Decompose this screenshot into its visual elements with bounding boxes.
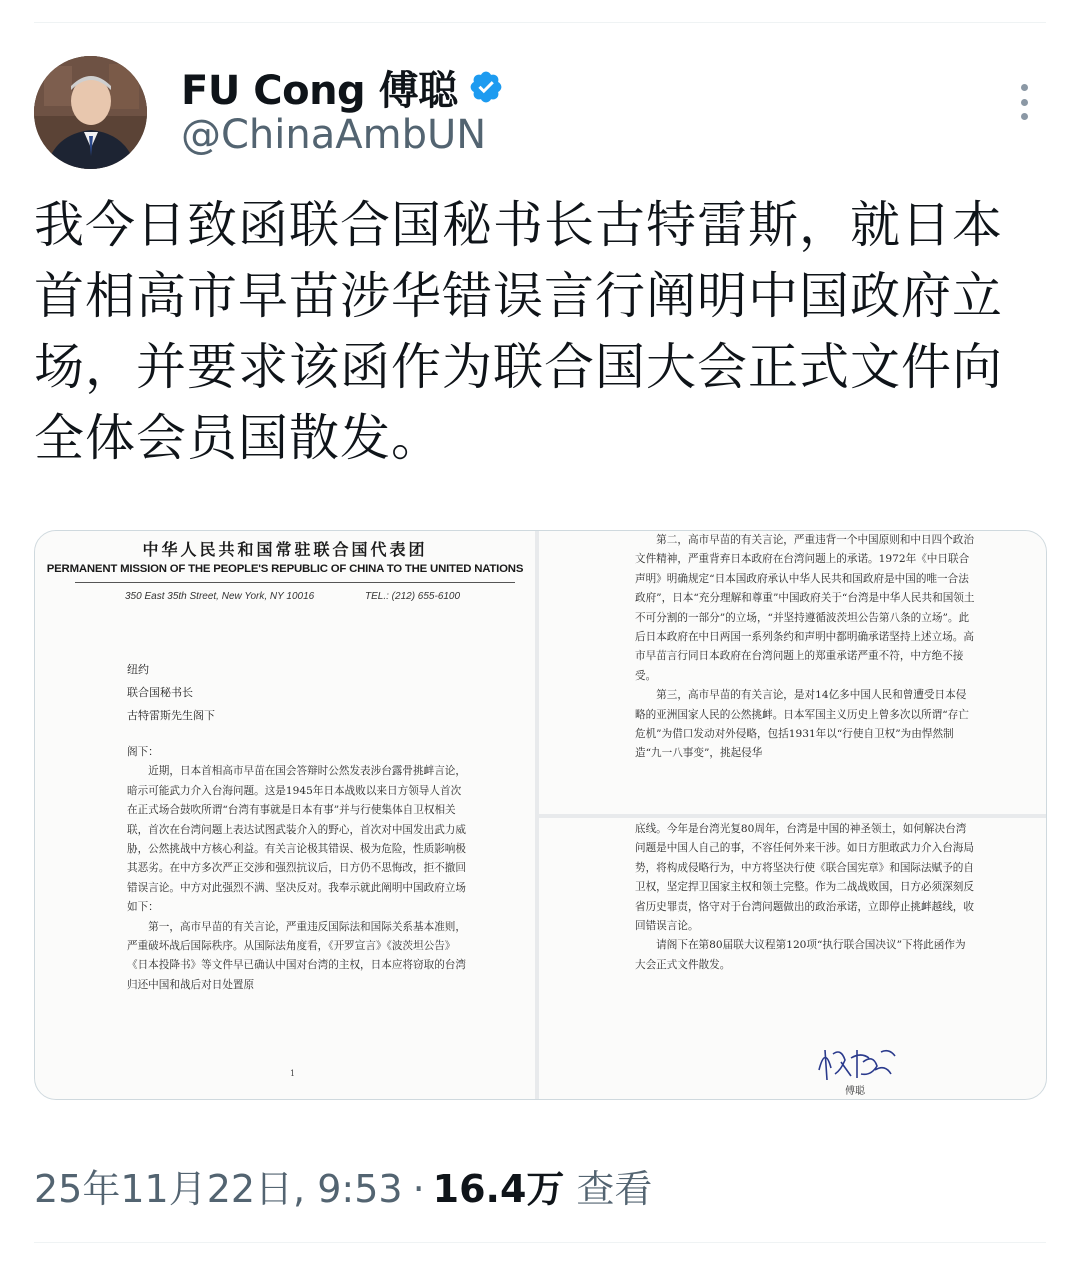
- author-avatar[interactable]: [34, 56, 147, 169]
- letter-body-page-2-bottom: [635, 820, 975, 975]
- letter-paragraph: 近期，日本首相高市早苗在国会答辩时公然发表涉台露骨挑衅言论，暗示可能武力介入台海问题。这是1945年日本战败以来日方领导人首次在正式场合鼓吹所谓“台湾有事就是日本有事”并与行使集体自卫权相关联，首次在台湾问题上表达试图武装介入的野心，首次对中国发出武力威胁，公然挑战中方核心利益。有关言论极其错误、极为危险，性质影响极其恶劣。在中方多次严正交涉和强烈抗议后，日方仍不思悔改，拒不撤回错误言论。中方对此强烈不满、坚决反对。我奉示就此阐明中国政府立场如下：: [127, 765, 466, 914]
- meta-separator: ·: [412, 1167, 425, 1211]
- letterhead-address: 350 East 35th Street, New York, NY 10016: [125, 591, 315, 602]
- letter-paragraph: 第二，高市早苗的有关言论，严重违背一个中国原则和中日四个政治文件精神，严重背弃日本政府在台湾问题上的承诺。1972年《中日联合声明》明确规定“日本国政府承认中华人民共和国政府是中国的唯一合法政府”，日本“充分理解和尊重”中国政府关于“台湾是中华人民共和国领土不可分割的一部分”的立场，“并坚持遵循波茨坦公告第八条的立场”。此后日本政府在中日两国一系列条约和声明中都明确承诺坚持上述立场。高市早苗言行同日本政府在台湾问题上的郑重承诺严重不符，中方绝不接受。: [635, 534, 975, 682]
- author-handle[interactable]: @ChinaAmbUN: [181, 112, 487, 158]
- recipient-line: 纽约: [127, 663, 149, 676]
- top-divider: [34, 22, 1046, 23]
- letter-paragraph: 第一，高市早苗的有关言论，严重违反国际法和国际关系基本准则，严重破坏战后国际秩序。从国际法角度看，《开罗宣言》《波茨坦公告》《日本投降书》等文件早已确认中国对台湾的主权，日本应将窃取的台湾归还中国和战后对日处置原: [127, 920, 466, 991]
- tweet-media-grid[interactable]: [34, 530, 1047, 1100]
- letter-body-page-1: [127, 743, 467, 995]
- signature-name: 傅聪: [845, 1086, 865, 1097]
- letter-paragraph: 第三，高市早苗的有关言论，是对14亿多中国人民和曾遭受日本侵略的亚洲国家人民的公然挑衅。日本军国主义历史上曾多次以所谓“存亡危机”为借口发动对外侵略，包括1931年以“行使自卫权”为由悍然制造“九一八事变”，挑起侵华: [635, 689, 969, 760]
- bottom-divider: [34, 1242, 1046, 1243]
- letterhead-chinese: 中华人民共和国常驻联合国代表团: [142, 540, 428, 559]
- verified-badge-icon: [468, 69, 504, 105]
- more-options-icon[interactable]: [1008, 80, 1040, 124]
- letter-page-2-top[interactable]: [539, 531, 1047, 814]
- tweet-meta: [34, 1158, 652, 1213]
- tweet-text: 我今日致函联合国秘书长古特雷斯，就日本首相高市早苗涉华错误言行阐明中国政府立场，并要求该函作为联合国大会正式文件向全体会员国散发。: [34, 196, 1003, 467]
- recipient-line: 古特雷斯先生阁下: [127, 709, 215, 722]
- letterhead-rule: [75, 582, 515, 583]
- views-label: 查看: [576, 1167, 653, 1211]
- page-number: 1: [290, 1069, 296, 1078]
- letter-paragraph: 请阁下在第80届联大议程第120项“执行联合国决议”下将此函作为大会正式文件散发。: [635, 939, 966, 971]
- letter-page-2-bottom[interactable]: [539, 818, 1047, 1100]
- author-name-row: [181, 62, 504, 112]
- letter-page-1[interactable]: [35, 531, 535, 1100]
- tweet-timestamp[interactable]: 25年11月22日, 9:53: [34, 1167, 403, 1211]
- recipient-line: 联合国秘书长: [127, 686, 193, 699]
- handwritten-signature: [811, 1040, 907, 1084]
- views-count[interactable]: 16.4万: [432, 1167, 565, 1211]
- letter-body-page-2-top: [635, 531, 975, 764]
- letterhead-telephone: TEL.: (212) 655-6100: [365, 591, 461, 602]
- letter-paragraph: 底线。今年是台湾光复80周年，台湾是中国的神圣领土，如何解决台湾问题是中国人自己的事，不容任何外来干涉。如日方胆敢武力介入台海局势，将构成侵略行为，中方将坚决行使《联合国宪章》和国际法赋予的自卫权，坚定捍卫国家主权和领土完整。作为二战战败国，日方必须深刻反省历史罪责，恪守对于台湾问题做出的政治承诺，立即停止挑衅越线，收回错误言论。: [635, 823, 974, 933]
- letterhead-english: PERMANENT MISSION OF THE PEOPLE'S REPUBLIC OF CHINA TO THE UNITED NATIONS: [46, 563, 524, 575]
- letter-salutation: 阁下：: [127, 746, 159, 758]
- display-name[interactable]: FU Cong 傅聪: [181, 67, 458, 114]
